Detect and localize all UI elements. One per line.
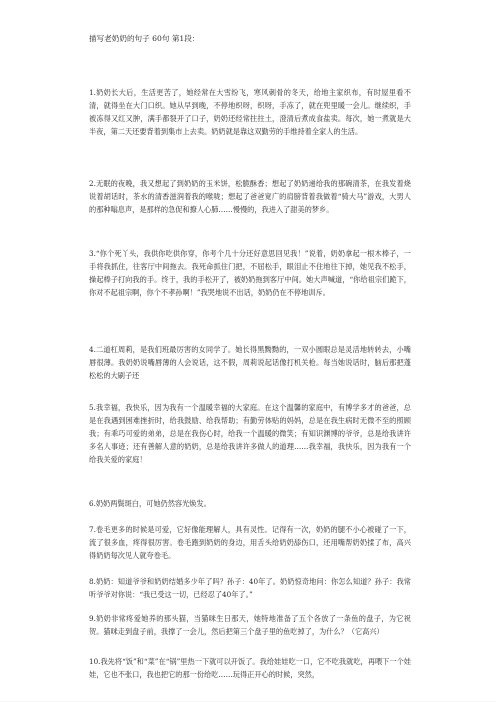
paragraph-6: 6.奶奶两鬓斑白，可她仍然容光焕发。: [89, 499, 211, 508]
paragraph-8: 8.奶奶：知道爷爷和奶奶结婚多少年了吗？孙子：40年了。奶奶惊奇地问：你怎么知道？孙子：我常听爷爷对你说：“我已受这一切，已经忍了40年了。”: [89, 577, 411, 599]
document-title: 描写老奶奶的句子 60句 第1段：: [89, 34, 200, 43]
paragraph-3: 3.“你个死丫头，我供你吃供你穿，你考个几十分还好意思回见我！”说着，奶奶拿起一根木棒子，一手将我抓住，往客厅中间拖去。我死命抓住门把，不屈松手，眼泪止不住地往下掉，她见我不松手，操起棒子打向我的手。终于，我的手松开了，被奶奶拖到客厅中间。她大声喊道，“你给祖宗们跪下，你对不起祖宗啊，你个不孝孙啊！”我哭地说不出话，奶奶仍在不停地训斥。: [89, 249, 411, 297]
paragraph-1: 1.奶奶长大后，生活更苦了，她经常在大雪纷飞，寒风刺骨的冬天，给地主家织布，有时屋里看不清，就得坐在大门口织。她从早到晚，不停地织呀，织呀，手冻了，就在兜里暖一会儿。继续织，手被冻得又红又肿，满手都裂开了口子，奶奶还经常拄拄土，澄清后煮成食盐卖。每次，她一煮就是大半夜，第二天还要背着到集市上去卖。奶奶就是靠这双勤劳的手维持着全家人的生活。: [89, 88, 411, 136]
paragraph-5: 5.我幸福，我快乐，因为我有一个温暖幸福的大家庭。在这个温馨的家庭中，有博学多才的爸爸，总是在我遇到困难挫折时，给我鼓励、给我帮助；有勤劳体贴的妈妈，总是在我生病时无微不至的照顾我；有乖巧可爱的弟弟，总是在我伤心时，给我一个温暖的微笑；有知识渊博的爷爷，总是给我讲许多名人事迹；还有善解人意的奶奶，总是给我讲许多做人的道理……我幸福，我快乐，因为我有一个给我关爱的家庭！: [89, 403, 411, 464]
paragraph-10: 10.我先将“饭”和“菜”在“锅”里热一下就可以开饭了。我给娃娃吃一口，它不吃我就吃，再喂下一个娃娃，它也不张口，我也把它的那一份给吃……玩得正开心的时候，突然，: [89, 657, 411, 679]
paragraph-9: 9.奶奶非常疼爱她养的那头猫，当猫咪生日那天，她特地准备了五个各放了一条鱼的盘子，为它祝贺。猫咪走到盘子前，我撑了一会儿，然后把第三个盘子里的鱼吃掉了，为什么？（它高兴）: [89, 614, 411, 636]
paragraph-2: 2.无眠的夜晚，我又想起了到奶奶的玉米饼，松脆酥香；想起了奶奶递给我的那碗清茶，在我发着烧说着胡话时，茶水的清香滋润着我的喉咙；想起了爸爸宽广的肩膀背着我做着“骑大马”游戏，大男人的那种嗡息声，是那样的急促和撩人心肺……慢慢的，我进入了甜美的梦乡。: [89, 179, 411, 214]
paragraph-4: 4.二道杠周莉，是我们班最厉害的女同学了。她长得黑黝黝的，一双小圆眼总是灵活地转转去，小嘴唇很薄。我奶奶说嘴唇薄的人会说话，这不假，周莉说起话像打机关枪。每当她说话时，脑后那把蓬松松的大刷子还: [89, 345, 411, 380]
paragraph-7: 7.卷毛更多的时候是可爱，它好像能理解人，具有灵性。记得有一次，奶奶的腿不小心被碰了一下，流了很多血，疼得很厉害。卷毛跑到奶奶的身边，用舌头给奶奶舔伤口，还用嘴帮奶奶揉了布，高兴得奶奶每次见人就夸卷毛。: [89, 525, 411, 560]
